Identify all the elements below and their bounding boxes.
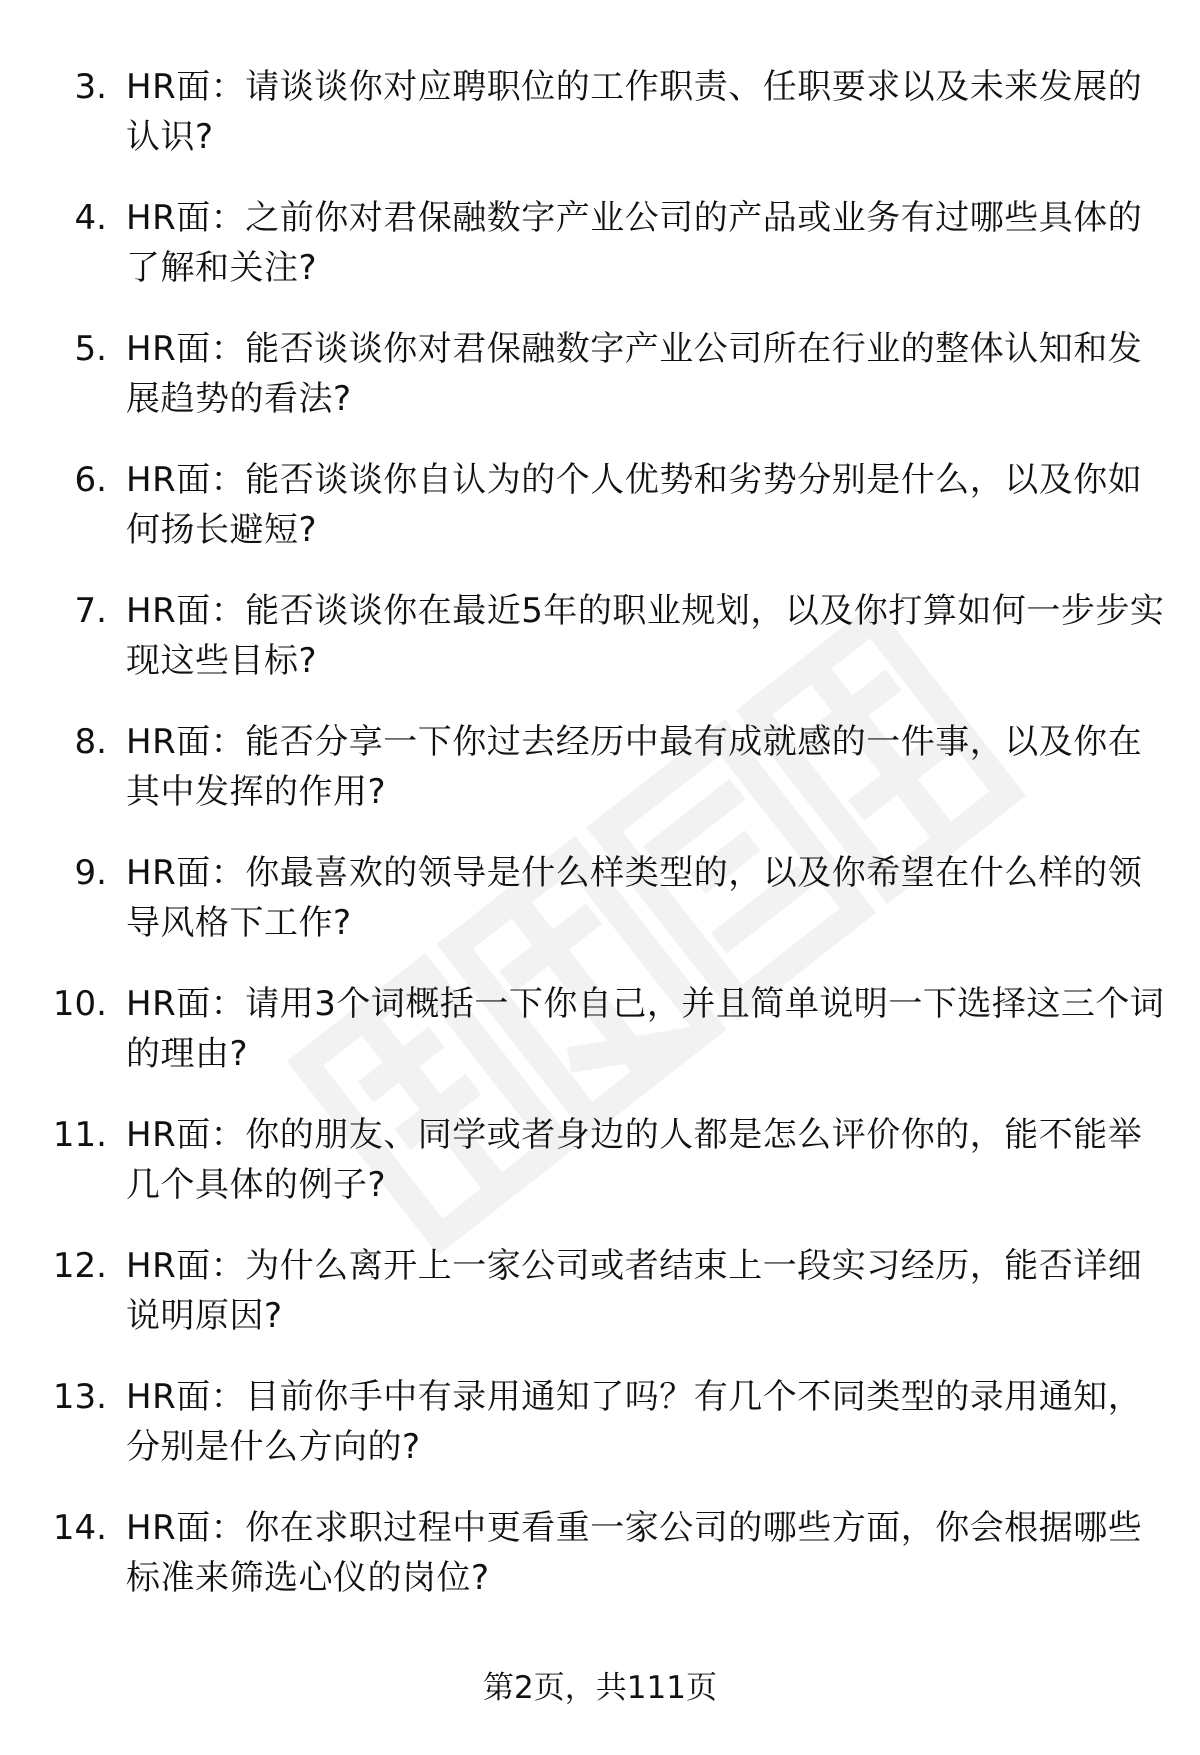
question-item — [0, 848, 1200, 979]
question-text: HR面：能否谈谈你自认为的个人优势和劣势分别是什么，以及你如何扬长避短? — [126, 460, 1143, 550]
question-text: HR面：目前你手中有录用通知了吗？有几个不同类型的录用通知，分别是什么方向的? — [126, 1377, 1143, 1467]
question-text: HR面：请用3个词概括一下你自己，并且简单说明一下选择这三个词的理由? — [126, 984, 1165, 1074]
question-item — [0, 1503, 1200, 1634]
question-item — [0, 324, 1200, 455]
question-number: 5. — [74, 329, 107, 369]
question-number: 6. — [74, 460, 107, 500]
question-number: 3. — [74, 67, 107, 107]
question-item — [0, 1241, 1200, 1372]
question-text: HR面：你最喜欢的领导是什么样类型的，以及你希望在什么样的领导风格下工作? — [126, 853, 1143, 943]
question-text: HR面：为什么离开上一家公司或者结束上一段实习经历，能否详细说明原因? — [126, 1246, 1143, 1336]
question-number: 4. — [74, 198, 107, 238]
question-text: HR面：能否分享一下你过去经历中最有成就感的一件事，以及你在其中发挥的作用? — [126, 722, 1143, 812]
question-item — [0, 193, 1200, 324]
question-item — [0, 717, 1200, 848]
question-item — [0, 1110, 1200, 1241]
question-text: HR面：能否谈谈你对君保融数字产业公司所在行业的整体认知和发展趋势的看法? — [126, 329, 1143, 419]
question-number: 7. — [74, 591, 107, 631]
question-number: 14. — [52, 1508, 107, 1548]
question-number: 12. — [52, 1246, 107, 1286]
question-item — [0, 586, 1200, 717]
page-number-footer: 第2页，共111页 — [483, 1670, 717, 1706]
question-text: HR面：你在求职过程中更看重一家公司的哪些方面，你会根据哪些标准来筛选心仪的岗位? — [126, 1508, 1143, 1598]
question-item — [0, 62, 1200, 193]
question-number: 9. — [74, 853, 107, 893]
question-number: 11. — [52, 1115, 107, 1155]
question-text: HR面：你的朋友、同学或者身边的人都是怎么评价你的，能不能举几个具体的例子? — [126, 1115, 1143, 1205]
question-item — [0, 979, 1200, 1110]
question-text: HR面：之前你对君保融数字产业公司的产品或业务有过哪些具体的了解和关注? — [126, 198, 1143, 288]
question-item — [0, 455, 1200, 586]
question-number: 8. — [74, 722, 107, 762]
question-number: 10. — [52, 984, 107, 1024]
question-text: HR面：请谈谈你对应聘职位的工作职责、任职要求以及未来发展的认识? — [126, 67, 1143, 157]
question-text: HR面：能否谈谈你在最近5年的职业规划，以及你打算如何一步步实现这些目标? — [126, 591, 1165, 681]
question-number: 13. — [52, 1377, 107, 1417]
question-list — [0, 62, 1200, 1634]
question-item — [0, 1372, 1200, 1503]
